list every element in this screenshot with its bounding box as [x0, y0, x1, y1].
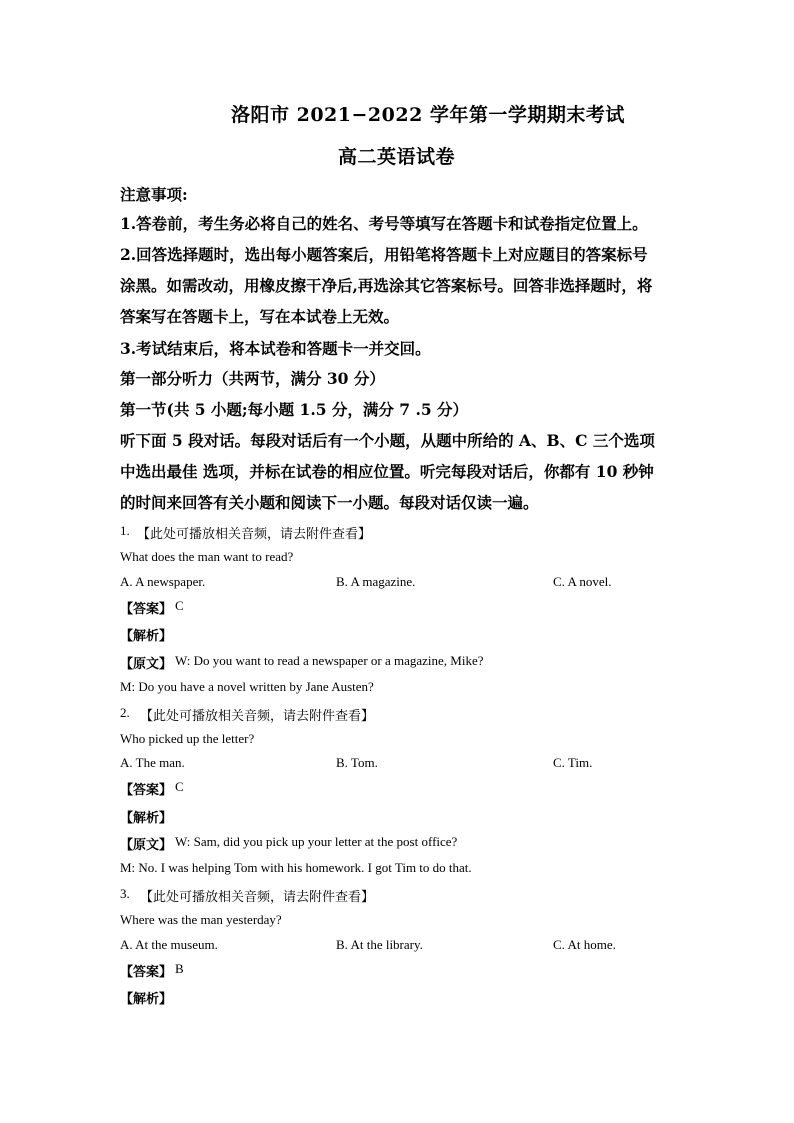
option-a: A. The man. — [120, 755, 185, 770]
transcript-tag: 【原文】 — [120, 657, 173, 672]
transcript-tag: 【原文】 — [120, 838, 173, 853]
option-c: C. At home. — [553, 937, 616, 952]
notice-heading: 注意事项: — [120, 185, 188, 204]
answer-value: C — [175, 779, 184, 794]
question-text: Where was the man yesterday? — [120, 912, 282, 927]
question-text: What does the man want to read? — [120, 549, 294, 564]
question-text: Who picked up the letter? — [120, 731, 255, 746]
notice-item: 1.答卷前，考生务必将自己的姓名、考号等填写在答题卡和试卷指定位置上。 — [120, 214, 648, 233]
transcript-line: M: No. I was helping Tom with his homework. I got Tim to do that. — [120, 860, 472, 875]
option-a: A. At the museum. — [120, 937, 218, 952]
answer-value: B — [175, 961, 184, 976]
audio-note: 【此处可播放相关音频，请去附件查看】 — [140, 708, 375, 723]
answer-value: C — [175, 598, 184, 613]
notice-item: 3.考试结束后，将本试卷和答题卡一并交回。 — [120, 339, 431, 358]
audio-note: 【此处可播放相关音频，请去附件查看】 — [140, 889, 375, 904]
notice-item: 答案写在答题卡上，写在本试卷上无效。 — [120, 307, 400, 326]
question-number: 2. — [120, 705, 130, 720]
transcript-line: W: Do you want to read a newspaper or a magazine, Mike? — [175, 653, 484, 668]
instruction-line: 中选出最佳 选项，并标在试卷的相应位置。听完每段对话后，你都有 10 秒钟 — [120, 462, 654, 481]
page-title: 洛阳市 2021−2022 学年第一学期期末考试 — [231, 104, 625, 126]
analysis-tag: 【解析】 — [120, 992, 173, 1007]
page-subtitle: 高二英语试卷 — [338, 146, 456, 168]
audio-note: 【此处可播放相关音频，请去附件查看】 — [137, 526, 372, 541]
instruction-line: 的时间来回答有关小题和阅读下一小题。每段对话仅读一遍。 — [120, 493, 539, 512]
answer-tag: 【答案】 — [120, 602, 173, 617]
question-number: 1. — [120, 523, 130, 538]
answer-tag: 【答案】 — [120, 783, 173, 798]
instruction-line: 听下面 5 段对话。每段对话后有一个小题，从题中所给的 A、B、C 三个选项 — [120, 431, 655, 450]
option-c: C. A novel. — [553, 574, 612, 589]
part1-heading: 第一部分听力（共两节，满分 30 分） — [120, 369, 385, 388]
option-b: B. At the library. — [336, 937, 423, 952]
option-b: B. Tom. — [336, 755, 378, 770]
transcript-line: W: Sam, did you pick up your letter at the post office? — [175, 834, 458, 849]
transcript-line: M: Do you have a novel written by Jane Austen? — [120, 679, 374, 694]
notice-item: 涂黑。如需改动，用橡皮擦干净后,再选涂其它答案标号。回答非选择题时，将 — [120, 276, 653, 295]
analysis-tag: 【解析】 — [120, 629, 173, 644]
question-number: 3. — [120, 886, 130, 901]
notice-item: 2.回答选择题时，选出每小题答案后，用铅笔将答题卡上对应题目的答案标号 — [120, 245, 648, 264]
analysis-tag: 【解析】 — [120, 811, 173, 826]
option-b: B. A magazine. — [336, 574, 416, 589]
section1-heading: 第一节(共 5 小题;每小题 1.5 分，满分 7 .5 分） — [120, 400, 469, 419]
option-a: A. A newspaper. — [120, 574, 206, 589]
answer-tag: 【答案】 — [120, 965, 173, 980]
option-c: C. Tim. — [553, 755, 593, 770]
